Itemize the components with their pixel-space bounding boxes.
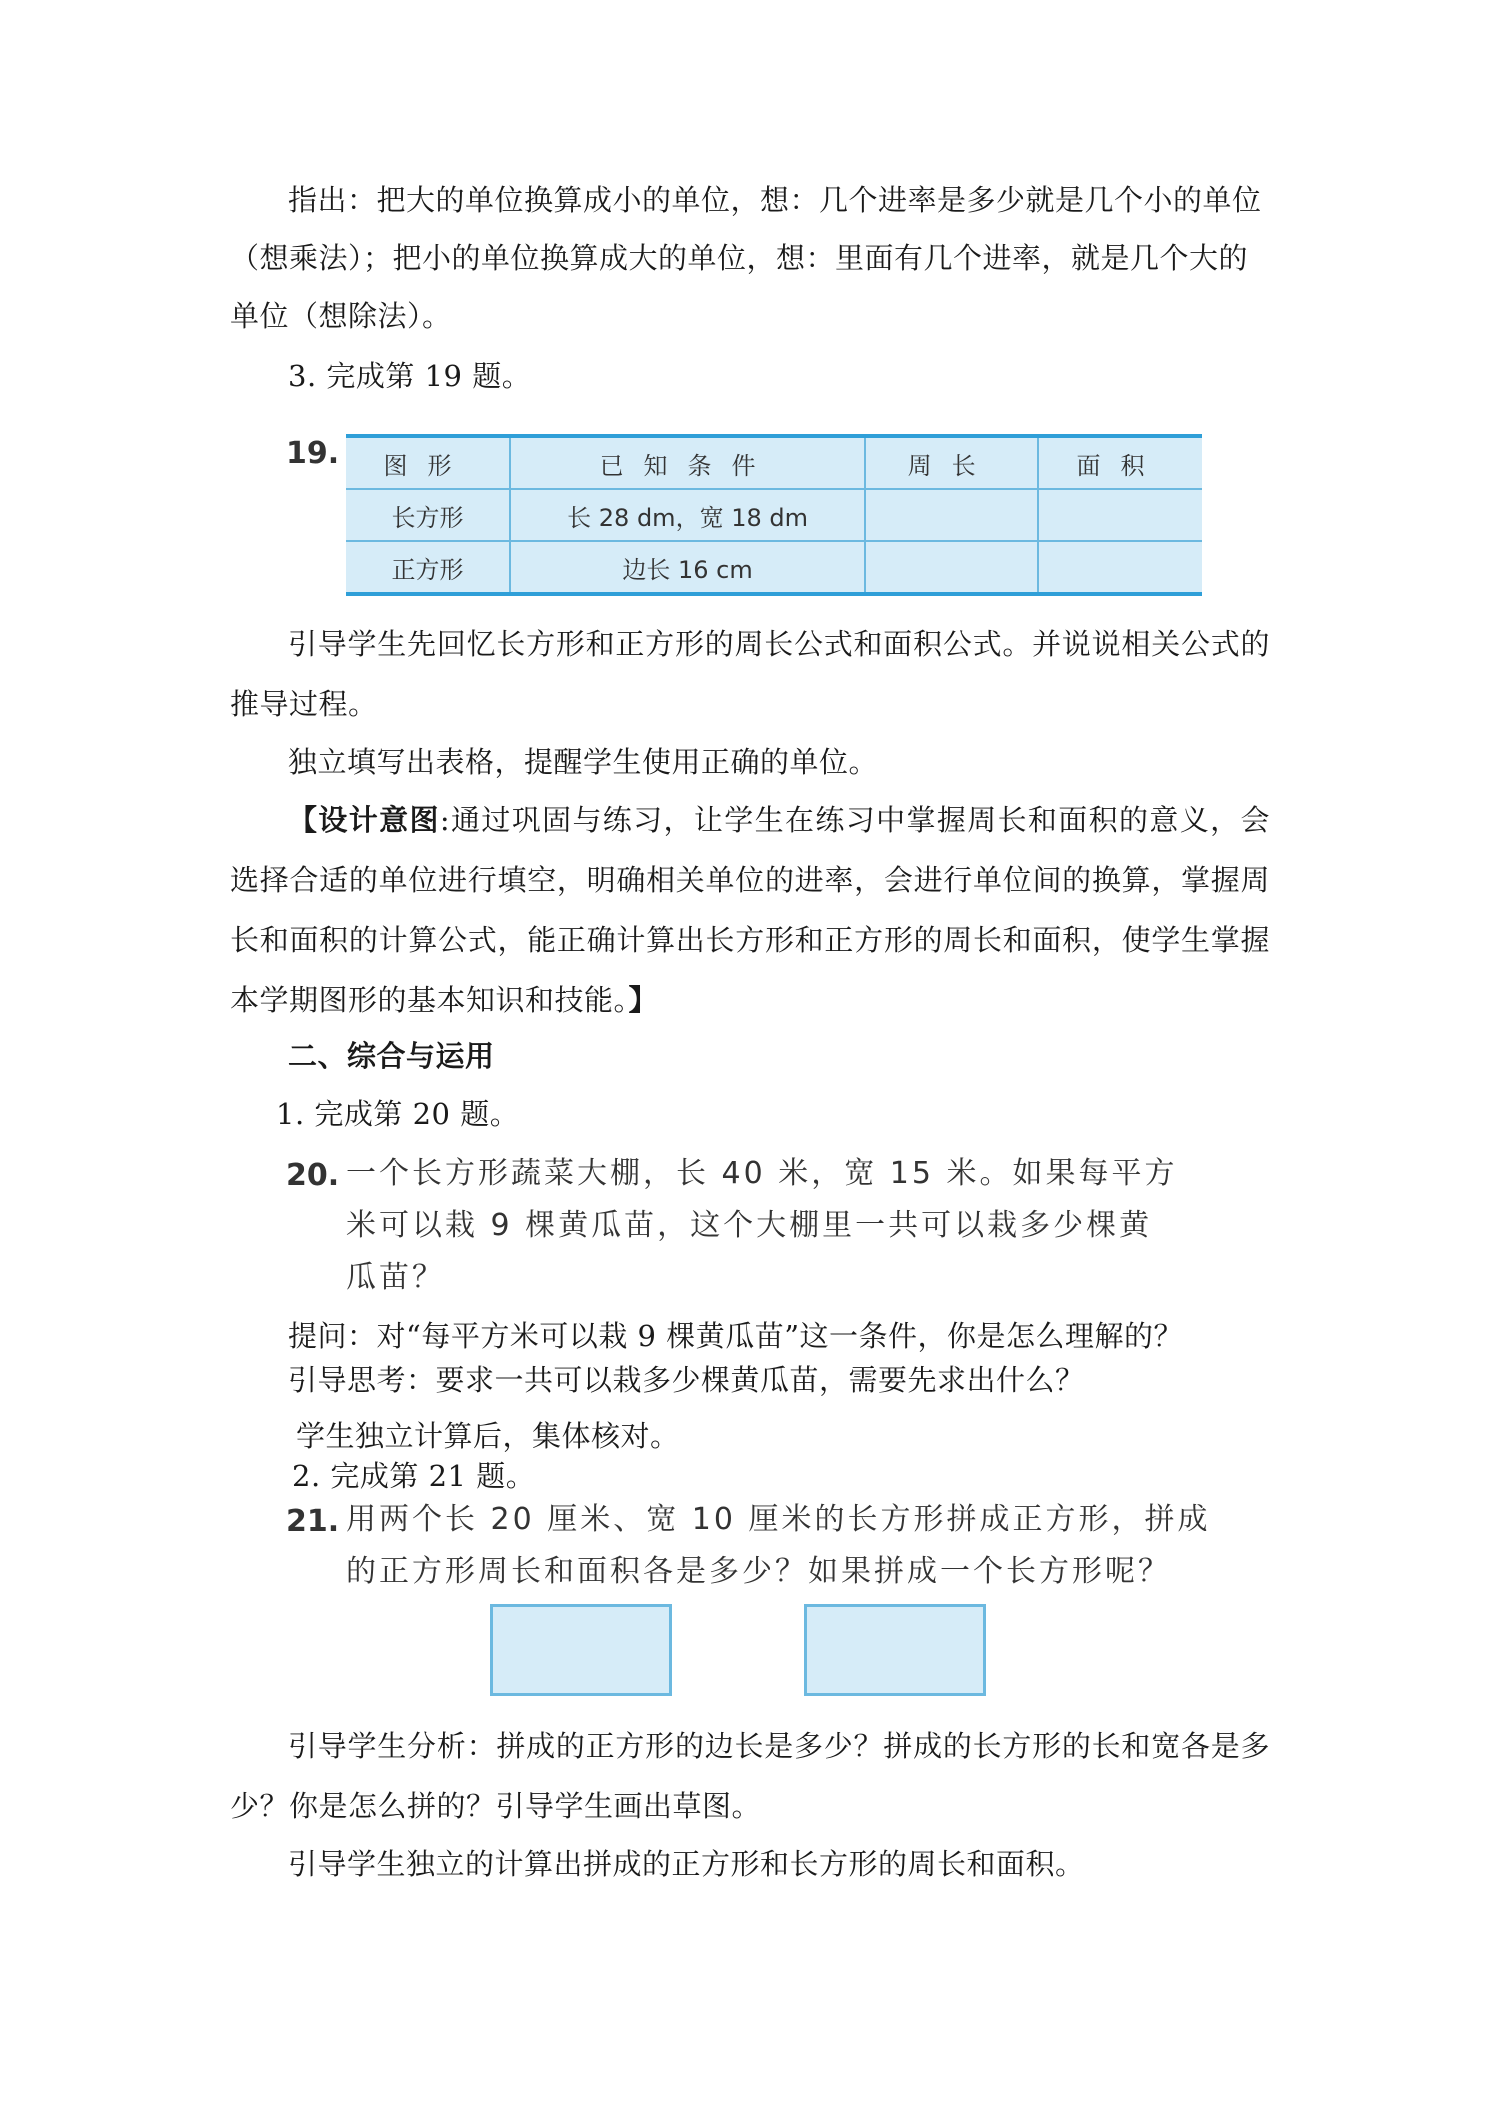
task-label: 2. 完成第 21 题。 bbox=[292, 1459, 536, 1493]
table-row bbox=[346, 541, 1202, 594]
section-heading: 二、综合与运用 bbox=[288, 1039, 495, 1073]
table-cell bbox=[865, 541, 1038, 594]
rectangle-shape bbox=[490, 1604, 672, 1696]
exercise-number: 21. bbox=[286, 1504, 340, 1539]
design-intent-label: 【设计意图 bbox=[288, 803, 440, 837]
exercise-text-line: 的正方形周长和面积各是多少？如果拼成一个长方形呢？ bbox=[346, 1554, 1171, 1589]
paragraph-line: 单位（想除法）。 bbox=[230, 299, 452, 333]
exercise-number: 19. bbox=[286, 436, 340, 471]
paragraph-line: （想乘法）；把小的单位换算成大的单位，想：里面有几个进率，就是几个大的 bbox=[230, 241, 1249, 275]
exercise-number: 20. bbox=[286, 1158, 340, 1193]
design-intent-text: :通过巩固与练习，让学生在练习中掌握周长和面积的意义，会选择合适的单位进行填空，明确相关单位的进率，会进行单位间的换算，掌握周长和面积的计算公式，能正确计算出长方形和正方形的周长和面积，使学生掌握本学期图形的基本知识和技能。 bbox=[230, 803, 1270, 1017]
paragraph-line: 引导思考：要求一共可以栽多少棵黄瓜苗，需要先求出什么？ bbox=[288, 1363, 1085, 1397]
header-cell: 面积 bbox=[1038, 436, 1202, 489]
paragraph-line: 指出：把大的单位换算成小的单位，想：几个进率是多少就是几个小的单位 bbox=[288, 183, 1262, 217]
table-cell bbox=[1038, 489, 1202, 541]
task-label: 1. 完成第 20 题。 bbox=[276, 1097, 520, 1131]
task-label: 3. 完成第 19 题。 bbox=[288, 359, 532, 393]
design-intent-end: 】 bbox=[628, 983, 659, 1017]
design-intent bbox=[230, 790, 1270, 1030]
exercise-text-line: 一个长方形蔬菜大棚，长 40 米，宽 15 米。如果每平方 bbox=[346, 1156, 1178, 1191]
paragraph-line: 提问：对“每平方米可以栽 9 棵黄瓜苗”这一条件，你是怎么理解的？ bbox=[288, 1319, 1184, 1353]
exercise-text-line: 米可以栽 9 棵黄瓜苗，这个大棚里一共可以栽多少棵黄 bbox=[346, 1208, 1153, 1243]
table-cell: 正方形 bbox=[346, 541, 510, 594]
paragraph: 引导学生先回忆长方形和正方形的周长公式和面积公式。并说说相关公式的推导过程。 bbox=[230, 627, 1270, 721]
table-header-row bbox=[346, 436, 1202, 489]
exercise-text-line: 瓜苗？ bbox=[346, 1260, 445, 1295]
table-row bbox=[346, 489, 1202, 541]
paragraph-line: 学生独立计算后，集体核对。 bbox=[296, 1419, 680, 1453]
paragraph: 引导学生分析：拼成的正方形的边长是多少？拼成的长方形的长和宽各是多少？你是怎么拼的？引导学生画出草图。 bbox=[230, 1729, 1270, 1823]
table-cell bbox=[865, 489, 1038, 541]
table-cell: 长 28 dm，宽 18 dm bbox=[510, 489, 865, 541]
header-cell: 图形 bbox=[346, 436, 510, 489]
rectangle-shape bbox=[804, 1604, 986, 1696]
header-cell: 已知条件 bbox=[510, 436, 865, 489]
exercise-19-table bbox=[346, 434, 1202, 596]
table-cell bbox=[1038, 541, 1202, 594]
table-cell: 边长 16 cm bbox=[510, 541, 865, 594]
paragraph-line: 引导学生独立的计算出拼成的正方形和长方形的周长和面积。 bbox=[288, 1847, 1085, 1881]
table-cell: 长方形 bbox=[346, 489, 510, 541]
exercise-text-line: 用两个长 20 厘米、宽 10 厘米的长方形拼成正方形，拼成 bbox=[346, 1502, 1211, 1537]
paragraph-line: 独立填写出表格，提醒学生使用正确的单位。 bbox=[288, 745, 879, 779]
header-cell: 周长 bbox=[865, 436, 1038, 489]
